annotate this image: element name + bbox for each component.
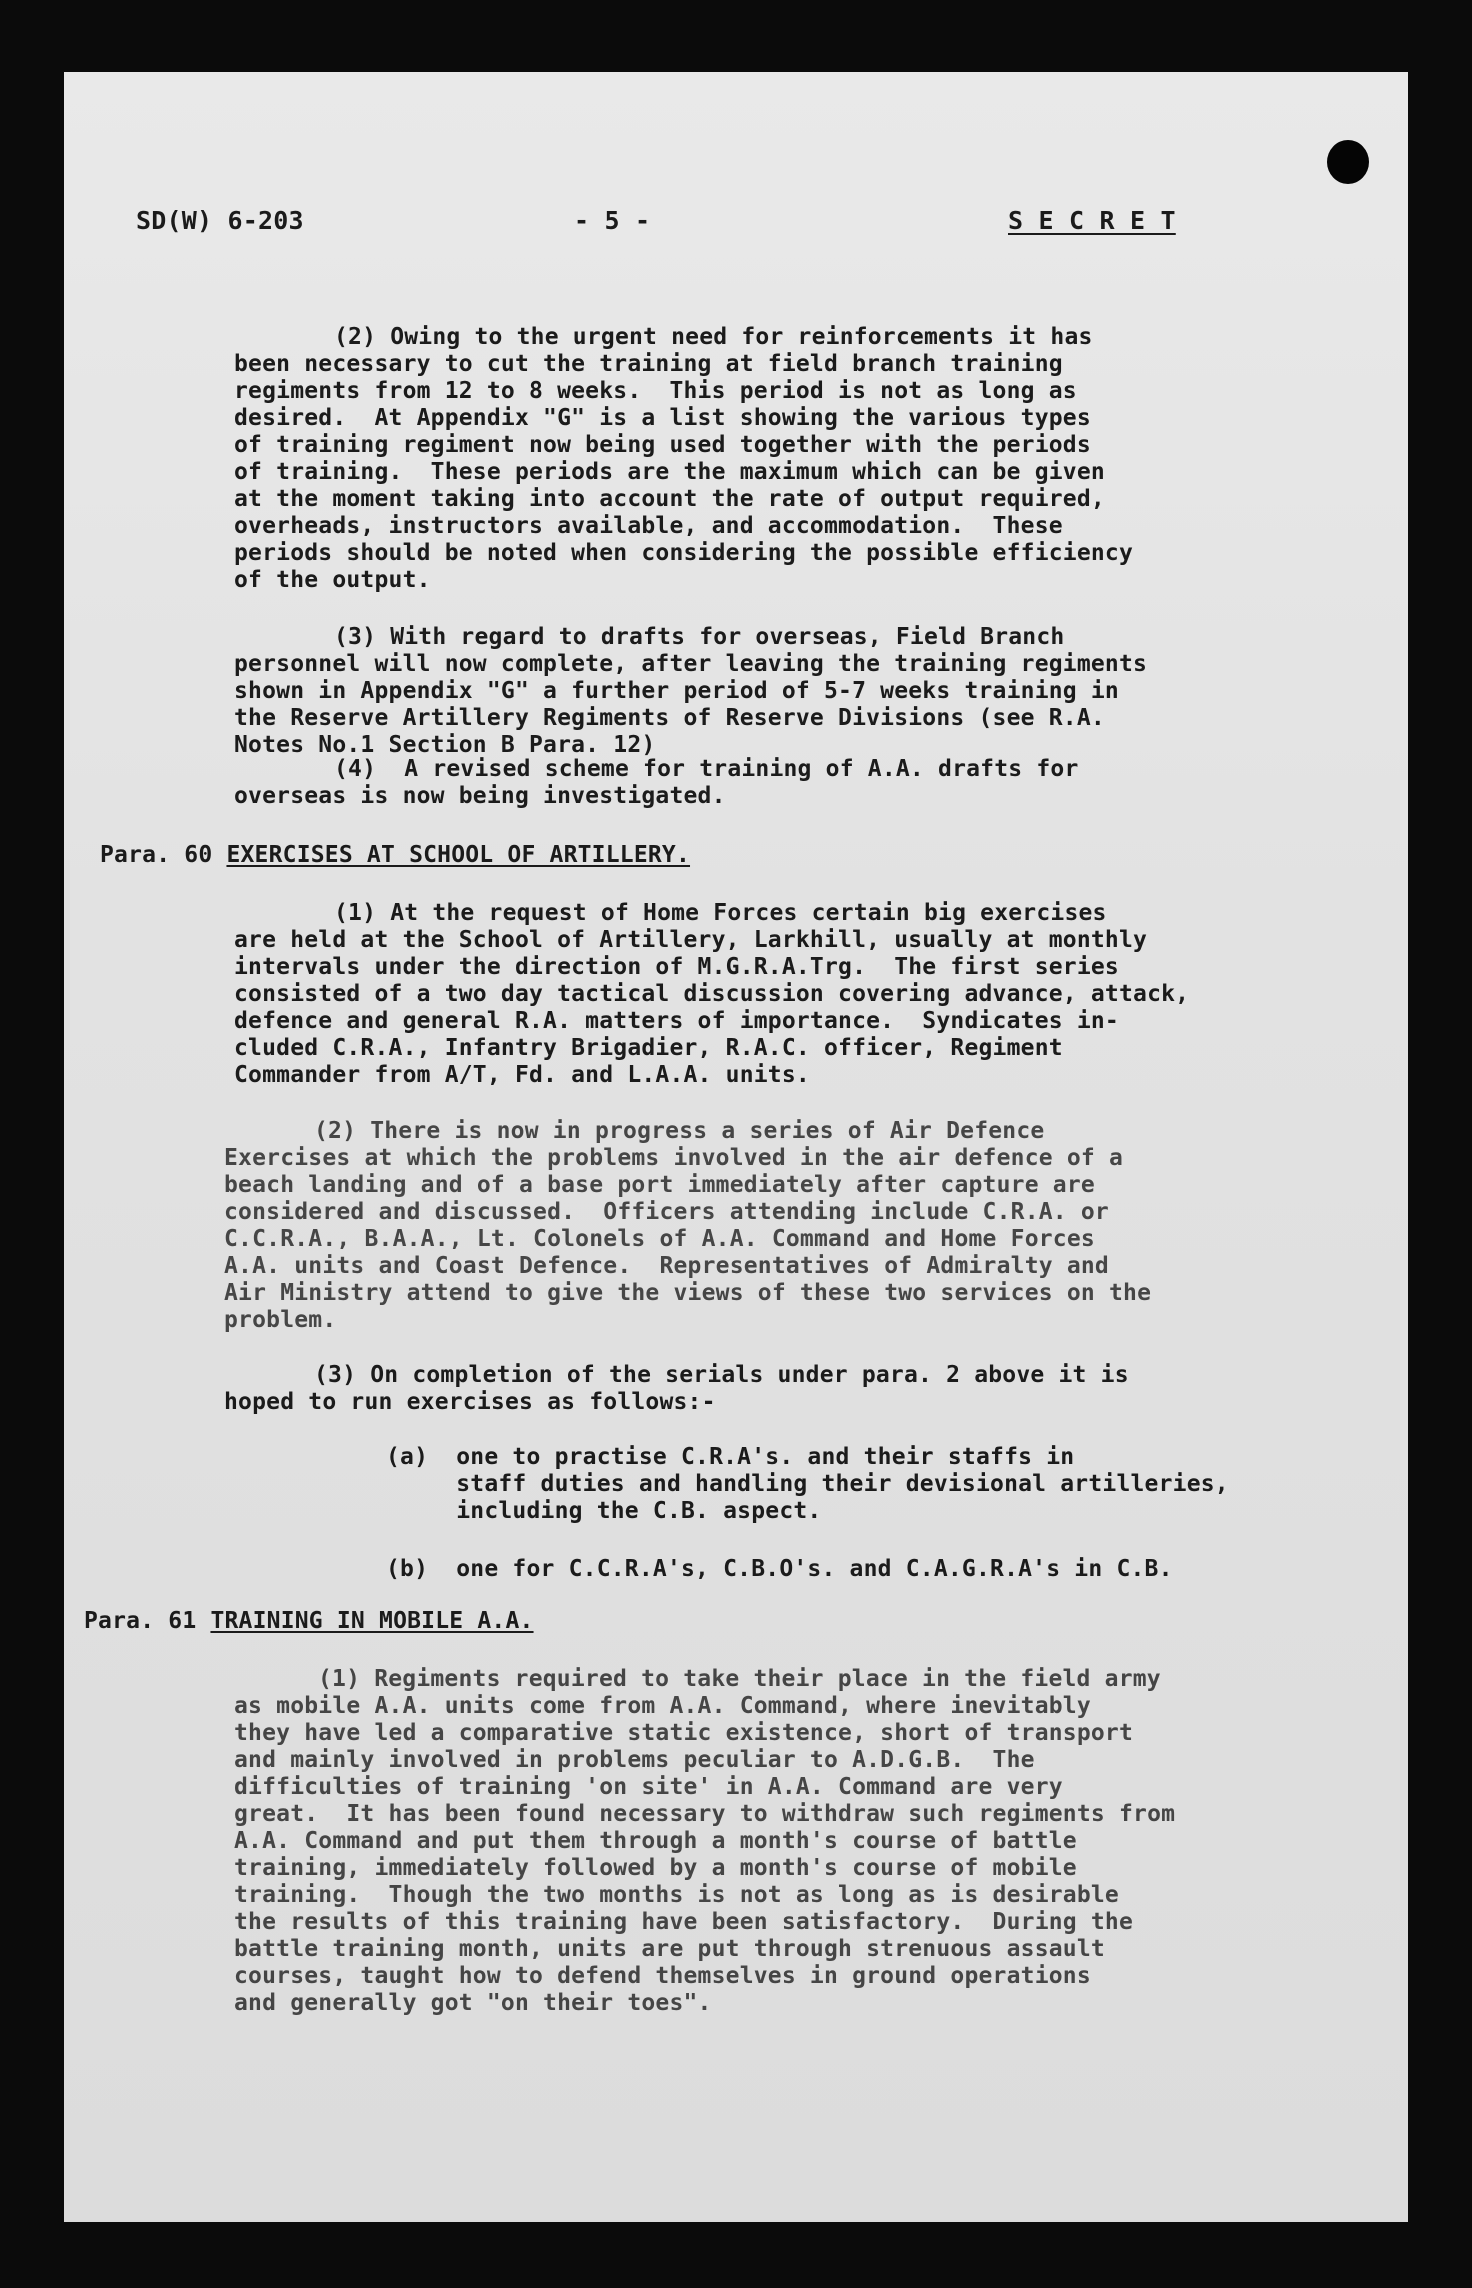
text-line: beach landing and of a base port immediately after capture are <box>224 1172 1095 1198</box>
text-line: consisted of a two day tactical discussion covering advance, attack, <box>234 981 1190 1007</box>
section-heading-para-60 <box>100 842 690 869</box>
text-line: as mobile A.A. units come from A.A. Command, where inevitably <box>234 1693 1091 1719</box>
text-line: they have led a comparative static existence, short of transport <box>234 1720 1134 1746</box>
text-line: been necessary to cut the training at field branch training <box>234 351 1063 377</box>
text-line: of training regiment now being used together with the periods <box>234 432 1091 458</box>
text-line: and mainly involved in problems peculiar to A.D.G.B. The <box>234 1747 1035 1773</box>
text-line: and generally got "on their toes". <box>234 1990 712 2016</box>
text-line: the results of this training have been satisfactory. During the <box>234 1909 1134 1935</box>
document-page <box>64 72 1408 2222</box>
text-line: Exercises at which the problems involved in the air defence of a <box>224 1145 1124 1171</box>
text-line: intervals under the direction of M.G.R.A.Trg. The first series <box>234 954 1119 980</box>
document-reference: SD(W) 6-203 <box>136 206 304 235</box>
text-line: Air Ministry attend to give the views of these two services on the <box>224 1280 1152 1306</box>
text-line: great. It has been found necessary to withdraw such regiments from <box>234 1801 1176 1827</box>
text-line: (4) A revised scheme for training of A.A. drafts for <box>334 756 1079 782</box>
text-line: (2) There is now in progress a series of Air Defence <box>314 1118 1045 1144</box>
text-line: (3) On completion of the serials under para. 2 above it is <box>314 1362 1129 1388</box>
punch-hole <box>1327 140 1369 184</box>
text-line: periods should be noted when considering the possible efficiency <box>234 540 1134 566</box>
text-line: shown in Appendix "G" a further period of 5-7 weeks training in <box>234 678 1119 704</box>
text-line: (a) one to practise C.R.A's. and their staffs in <box>386 1444 1075 1470</box>
text-line: A.A. Command and put them through a month's course of battle <box>234 1828 1077 1854</box>
text-line: battle training month, units are put through strenuous assault <box>234 1936 1105 1962</box>
text-line: Notes No.1 Section B Para. 12) <box>234 732 656 758</box>
text-line: overseas is now being investigated. <box>234 783 726 809</box>
text-line: cluded C.R.A., Infantry Brigadier, R.A.C. officer, Regiment <box>234 1035 1063 1061</box>
text-line: of training. These periods are the maximum which can be given <box>234 459 1105 485</box>
text-line: (3) With regard to drafts for overseas, Field Branch <box>334 624 1065 650</box>
text-line: the Reserve Artillery Regiments of Reserve Divisions (see R.A. <box>234 705 1105 731</box>
section-title: TRAINING IN MOBILE A.A. <box>210 1608 534 1634</box>
text-line: desired. At Appendix "G" is a list showing the various types <box>234 405 1091 431</box>
text-line: training. Though the two months is not as long as is desirable <box>234 1882 1119 1908</box>
text-line: defence and general R.A. matters of importance. Syndicates in- <box>234 1008 1119 1034</box>
section-label: Para. 60 <box>100 842 213 868</box>
text-line: (b) one for C.C.R.A's, C.B.O's. and C.A.G.R.A's in C.B. <box>386 1556 1173 1582</box>
section-title: EXERCISES AT SCHOOL OF ARTILLERY. <box>226 842 691 868</box>
section-label: Para. 61 <box>84 1608 197 1634</box>
text-line: staff duties and handling their devisional artilleries, <box>386 1471 1229 1497</box>
text-line: training, immediately followed by a month's course of mobile <box>234 1855 1077 1881</box>
text-line: C.C.R.A., B.A.A., Lt. Colonels of A.A. Command and Home Forces <box>224 1226 1095 1252</box>
text-line: (2) Owing to the urgent need for reinforcements it has <box>334 324 1093 350</box>
text-line: (1) Regiments required to take their place in the field army <box>318 1666 1161 1692</box>
classification-marking: S E C R E T <box>1008 206 1176 235</box>
text-line: A.A. units and Coast Defence. Representatives of Admiralty and <box>224 1253 1109 1279</box>
text-line: hoped to run exercises as follows:- <box>224 1389 716 1415</box>
text-line: difficulties of training 'on site' in A.A. Command are very <box>234 1774 1063 1800</box>
text-line: considered and discussed. Officers attending include C.R.A. or <box>224 1199 1109 1225</box>
text-line: overheads, instructors available, and accommodation. These <box>234 513 1063 539</box>
text-line: problem. <box>224 1307 337 1333</box>
text-line: including the C.B. aspect. <box>386 1498 822 1524</box>
page-number: - 5 - <box>574 206 651 235</box>
text-line: are held at the School of Artillery, Larkhill, usually at monthly <box>234 927 1148 953</box>
text-line: Commander from A/T, Fd. and L.A.A. units. <box>234 1062 810 1088</box>
text-line: personnel will now complete, after leaving the training regiments <box>234 651 1148 677</box>
text-line: courses, taught how to defend themselves in ground operations <box>234 1963 1091 1989</box>
text-line: at the moment taking into account the rate of output required, <box>234 486 1105 512</box>
text-line: (1) At the request of Home Forces certain big exercises <box>334 900 1107 926</box>
text-line: of the output. <box>234 567 431 593</box>
section-heading-para-61 <box>84 1608 534 1635</box>
text-line: regiments from 12 to 8 weeks. This period is not as long as <box>234 378 1077 404</box>
